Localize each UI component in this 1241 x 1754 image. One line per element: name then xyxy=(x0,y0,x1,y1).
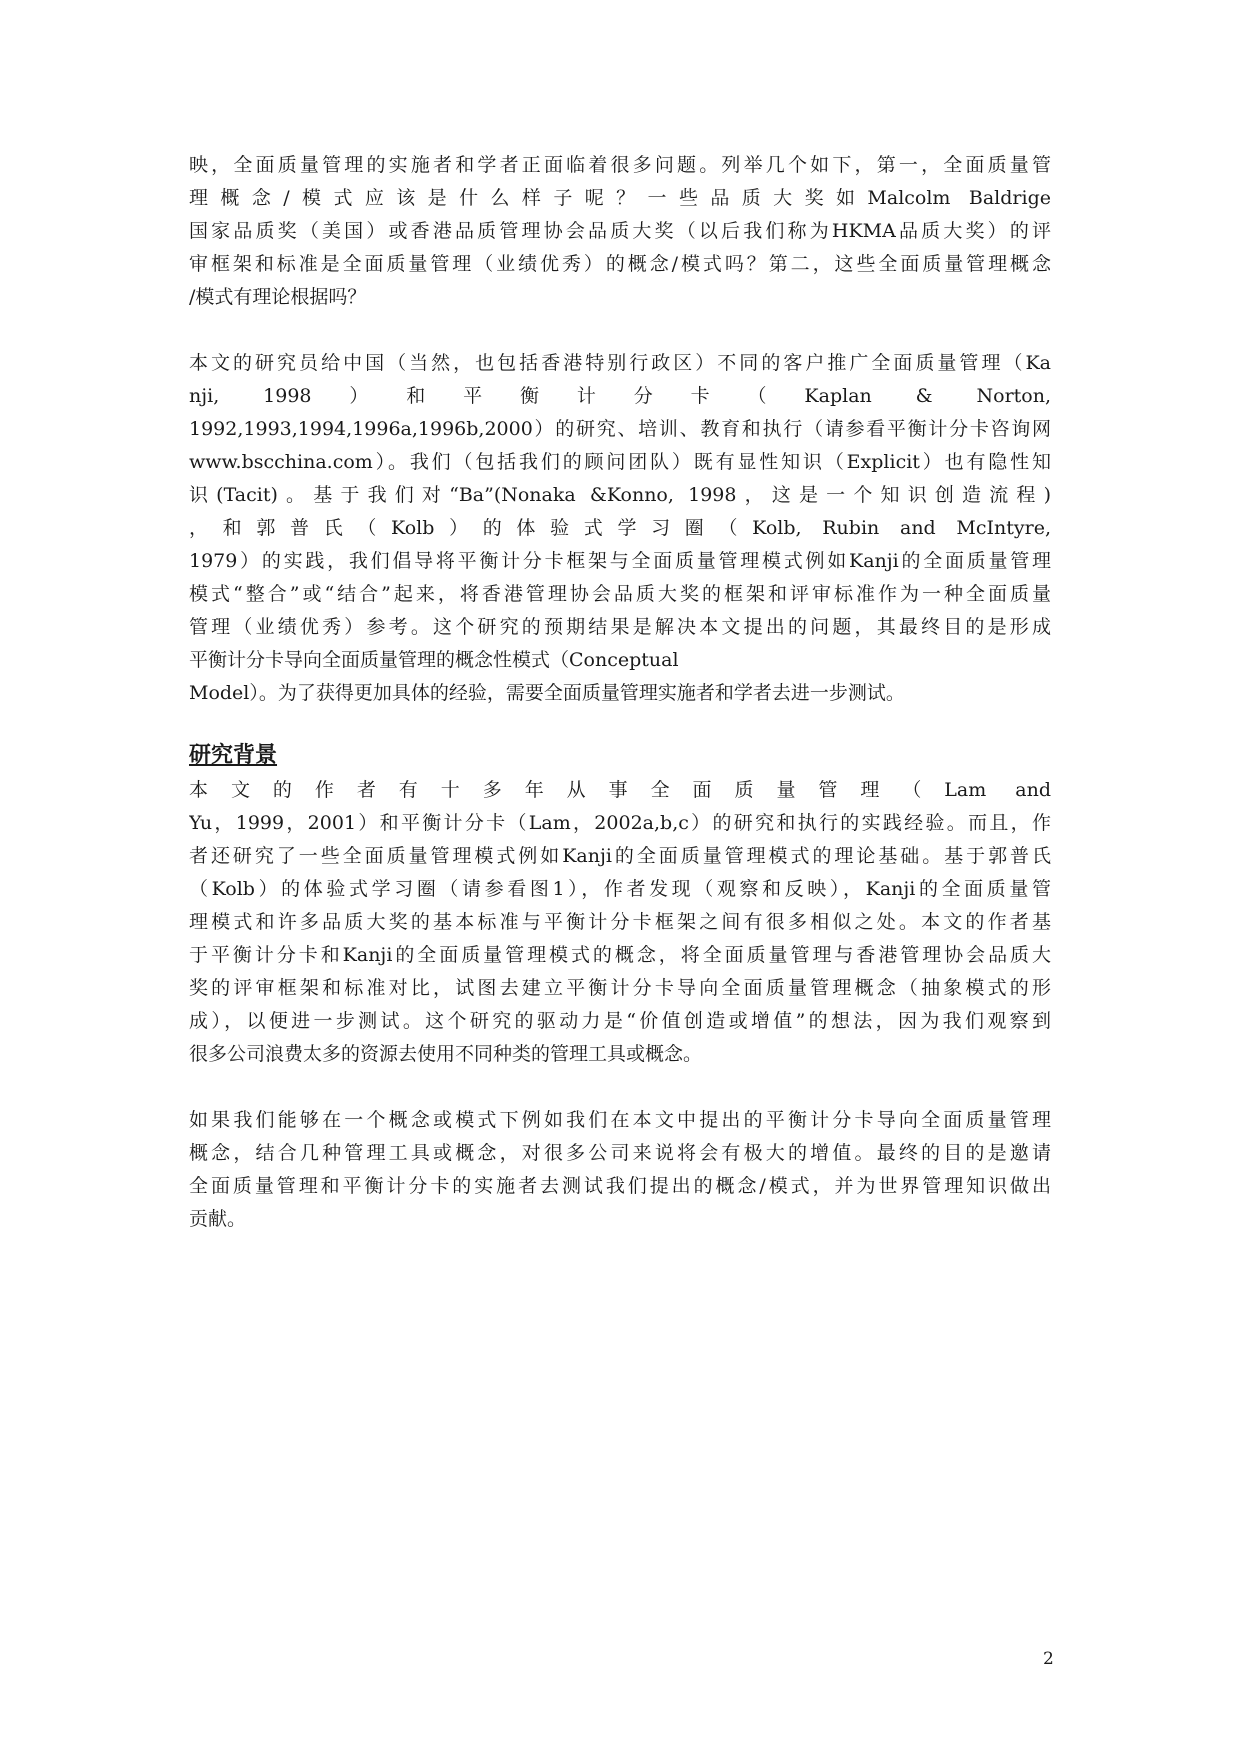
paragraph-3-line-4: （Kolb）的体验式学习圈（请参看图1），作者发现（观察和反映），Kanji的全面质量管 xyxy=(189,878,1051,900)
paragraph-3-line-9: 很多公司浪费太多的资源去使用不同种类的管理工具或概念。 xyxy=(189,1043,703,1065)
paragraph-3-line-6: 于平衡计分卡和Kanji的全面质量管理模式的概念，将全面质量管理与香港管理协会品质大 xyxy=(189,944,1051,966)
paragraph-2-line-4: www.bscchina.com）。我们（包括我们的顾问团队）既有显性知识（Explicit）也有隐性知 xyxy=(189,451,1051,473)
paragraph-3-line-5: 理模式和许多品质大奖的基本标准与平衡计分卡框架之间有很多相似之处。本文的作者基 xyxy=(189,911,1051,933)
paragraph-3-line-2: Yu，1999，2001）和平衡计分卡（Lam，2002a,b,c）的研究和执行的实践经验。而且，作 xyxy=(189,812,1051,834)
paragraph-2-line-3: 1992,1993,1994,1996a,1996b,2000）的研究、培训、教育和执行（请参看平衡计分卡咨询网 xyxy=(189,418,1051,440)
paragraph-2-line-8: 模式“整合”或“结合”起来，将香港管理协会品质大奖的框架和评审标准作为一种全面质量 xyxy=(189,583,1051,605)
paragraph-4-line-3: 全面质量管理和平衡计分卡的实施者去测试我们提出的概念/模式，并为世界管理知识做出 xyxy=(189,1175,1051,1197)
paragraph-2-line-10: 平衡计分卡导向全面质量管理的概念性模式（Conceptual xyxy=(189,649,679,671)
paragraph-1-line-3: 国家品质奖（美国）或香港品质管理协会品质大奖（以后我们称为HKMA品质大奖）的评 xyxy=(189,220,1051,242)
paragraph-2-line-2: nji, 1998）和平衡计分卡（Kaplan & Norton, xyxy=(189,385,1051,407)
paragraph-2-line-7: 1979）的实践，我们倡导将平衡计分卡框架与全面质量管理模式例如Kanji的全面质量管理 xyxy=(189,550,1051,572)
paragraph-2-line-11: Model）。为了获得更加具体的经验，需要全面质量管理实施者和学者去进一步测试。 xyxy=(189,682,905,704)
paragraph-2-line-9: 管理（业绩优秀）参考。这个研究的预期结果是解决本文提出的问题，其最终目的是形成 xyxy=(189,616,1051,638)
paragraph-1-line-4: 审框架和标准是全面质量管理（业绩优秀）的概念/模式吗？第二，这些全面质量管理概念 xyxy=(189,253,1051,275)
paragraph-4-line-1: 如果我们能够在一个概念或模式下例如我们在本文中提出的平衡计分卡导向全面质量管理 xyxy=(189,1109,1051,1131)
paragraph-2-line-6: ，和郭普氏（Kolb）的体验式学习圈（Kolb, Rubin and McIntyre, xyxy=(189,517,1051,539)
section-heading: 研究背景 xyxy=(189,743,278,768)
page-number: 2 xyxy=(1043,1649,1054,1669)
paragraph-4-line-4: 贡献。 xyxy=(189,1208,247,1230)
paragraph-2-line-5: 识(Tacit)。基于我们对“Ba”(Nonaka &Konno, 1998，这是一个知识创造流程) xyxy=(189,484,1051,506)
paragraph-1-line-5: /模式有理论根据吗？ xyxy=(189,286,367,308)
paragraph-2-line-1: 本文的研究员给中国（当然，也包括香港特别行政区）不同的客户推广全面质量管理（Ka xyxy=(189,352,1051,374)
paragraph-4-line-2: 概念，结合几种管理工具或概念，对很多公司来说将会有极大的增值。最终的目的是邀请 xyxy=(189,1142,1051,1164)
paragraph-3-line-1: 本文的作者有十多年从事全面质量管理（Lam and xyxy=(189,779,1051,801)
paragraph-3-line-3: 者还研究了一些全面质量管理模式例如Kanji的全面质量管理模式的理论基础。基于郭普氏 xyxy=(189,845,1051,867)
paragraph-3-line-7: 奖的评审框架和标准对比，试图去建立平衡计分卡导向全面质量管理概念（抽象模式的形 xyxy=(189,977,1051,999)
paragraph-3-line-8: 成），以便进一步测试。这个研究的驱动力是“价值创造或增值”的想法，因为我们观察到 xyxy=(189,1010,1051,1032)
paragraph-1-line-1: 映，全面质量管理的实施者和学者正面临着很多问题。列举几个如下，第一，全面质量管 xyxy=(189,154,1051,176)
paragraph-1-line-2: 理概念/模式应该是什么样子呢？一些品质大奖如Malcolm Baldrige xyxy=(189,187,1051,209)
